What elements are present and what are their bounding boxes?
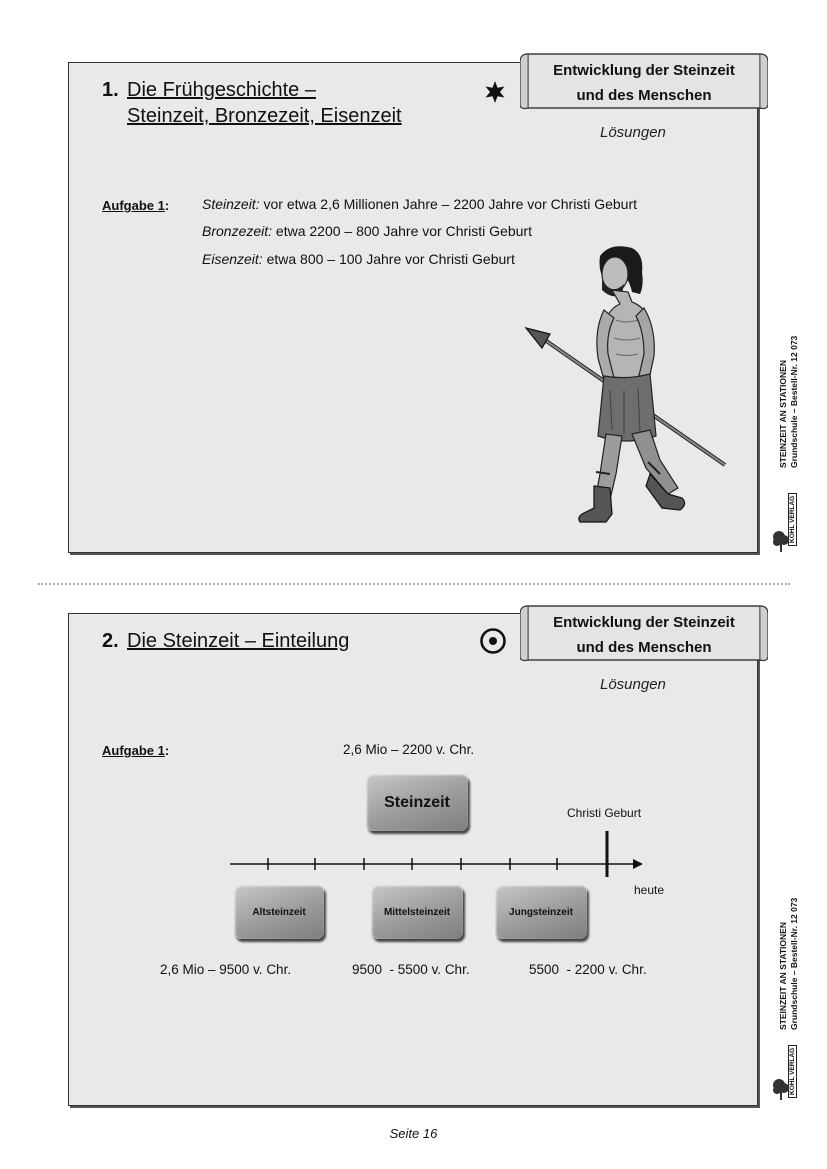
task-label: Aufgabe 1: bbox=[102, 198, 170, 213]
star-icon bbox=[484, 81, 506, 103]
era-line-iron-age bbox=[202, 251, 515, 267]
banner-line-2: und des Menschen bbox=[576, 87, 712, 104]
sidebar-series-title: STEINZEIT AN STATIONEN bbox=[778, 922, 788, 1030]
stone-plaque-label: Jungsteinzeit bbox=[509, 906, 573, 918]
era-line-stone-age bbox=[202, 196, 637, 212]
era-text: vor etwa 2,6 Millionen Jahre – 2200 Jahre vor Christi Geburt bbox=[259, 196, 637, 212]
stone-age-span-label: 2,6 Mio – 2200 v. Chr. bbox=[343, 742, 475, 757]
era-text: etwa 2200 – 800 Jahre vor Christi Geburt bbox=[272, 223, 532, 239]
station-title: Die Steinzeit – Einteilung bbox=[127, 630, 350, 652]
page-number: Seite 16 bbox=[389, 1126, 438, 1141]
banner-line-2: und des Menschen bbox=[576, 639, 712, 656]
banner-line-1: Entwicklung der Steinzeit bbox=[553, 614, 735, 631]
era-text: etwa 800 – 100 Jahre vor Christi Geburt bbox=[262, 251, 515, 267]
tree-logo-icon bbox=[772, 530, 790, 552]
solutions-label: Lösungen bbox=[600, 676, 666, 693]
old-stone-age-range: 2,6 Mio – 9500 v. Chr. bbox=[160, 962, 292, 977]
stone-age-stone-plaque bbox=[366, 774, 468, 831]
christ-birth-label: Christi Geburt bbox=[567, 806, 642, 820]
new-stone-age-range: 5500 - 2200 v. Chr. bbox=[529, 962, 647, 977]
station-number: 1. bbox=[102, 79, 119, 101]
station-title-line-2: Steinzeit, Bronzezeit, Eisenzeit bbox=[127, 105, 402, 127]
sidebar-series-title: STEINZEIT AN STATIONEN bbox=[778, 360, 788, 468]
banner-line-1: Entwicklung der Steinzeit bbox=[553, 62, 735, 79]
old-stone-age-plaque bbox=[234, 885, 324, 939]
tree-logo-icon bbox=[772, 1078, 790, 1100]
middle-stone-age-plaque bbox=[371, 885, 463, 939]
topic-banner-2 bbox=[520, 602, 768, 664]
publisher-logo-text: KOHL VERLAG bbox=[788, 1045, 797, 1098]
era-name: Steinzeit: bbox=[202, 196, 260, 212]
era-line-bronze-age bbox=[202, 223, 532, 239]
today-label: heute bbox=[634, 883, 665, 897]
new-stone-age-plaque bbox=[495, 885, 587, 939]
middle-stone-age-range: 9500 - 5500 v. Chr. bbox=[352, 962, 470, 977]
task-label: Aufgabe 1: bbox=[102, 743, 170, 758]
solutions-label: Lösungen bbox=[600, 124, 666, 141]
stone-plaque-label: Mittelsteinzeit bbox=[383, 906, 451, 918]
station-title-line-1: Die Frühgeschichte – bbox=[127, 79, 316, 101]
topic-banner-1 bbox=[520, 50, 768, 112]
stone-plaque-label: Altsteinzeit bbox=[252, 906, 306, 918]
stone-plaque-label: Steinzeit bbox=[384, 793, 450, 811]
era-name: Eisenzeit: bbox=[202, 251, 263, 267]
circled-dot-icon bbox=[479, 627, 507, 655]
sidebar-order-number: Grundschule – Bestell-Nr. 12 073 bbox=[789, 335, 799, 468]
timeline-axis bbox=[225, 825, 650, 885]
sidebar-order-number: Grundschule – Bestell-Nr. 12 073 bbox=[789, 897, 799, 1030]
station-number: 2. bbox=[102, 630, 119, 652]
era-name: Bronzezeit: bbox=[202, 223, 273, 239]
section-divider bbox=[38, 583, 790, 585]
stone-age-man-illustration bbox=[520, 240, 730, 525]
publisher-logo-text: KOHL VERLAG bbox=[788, 493, 797, 546]
